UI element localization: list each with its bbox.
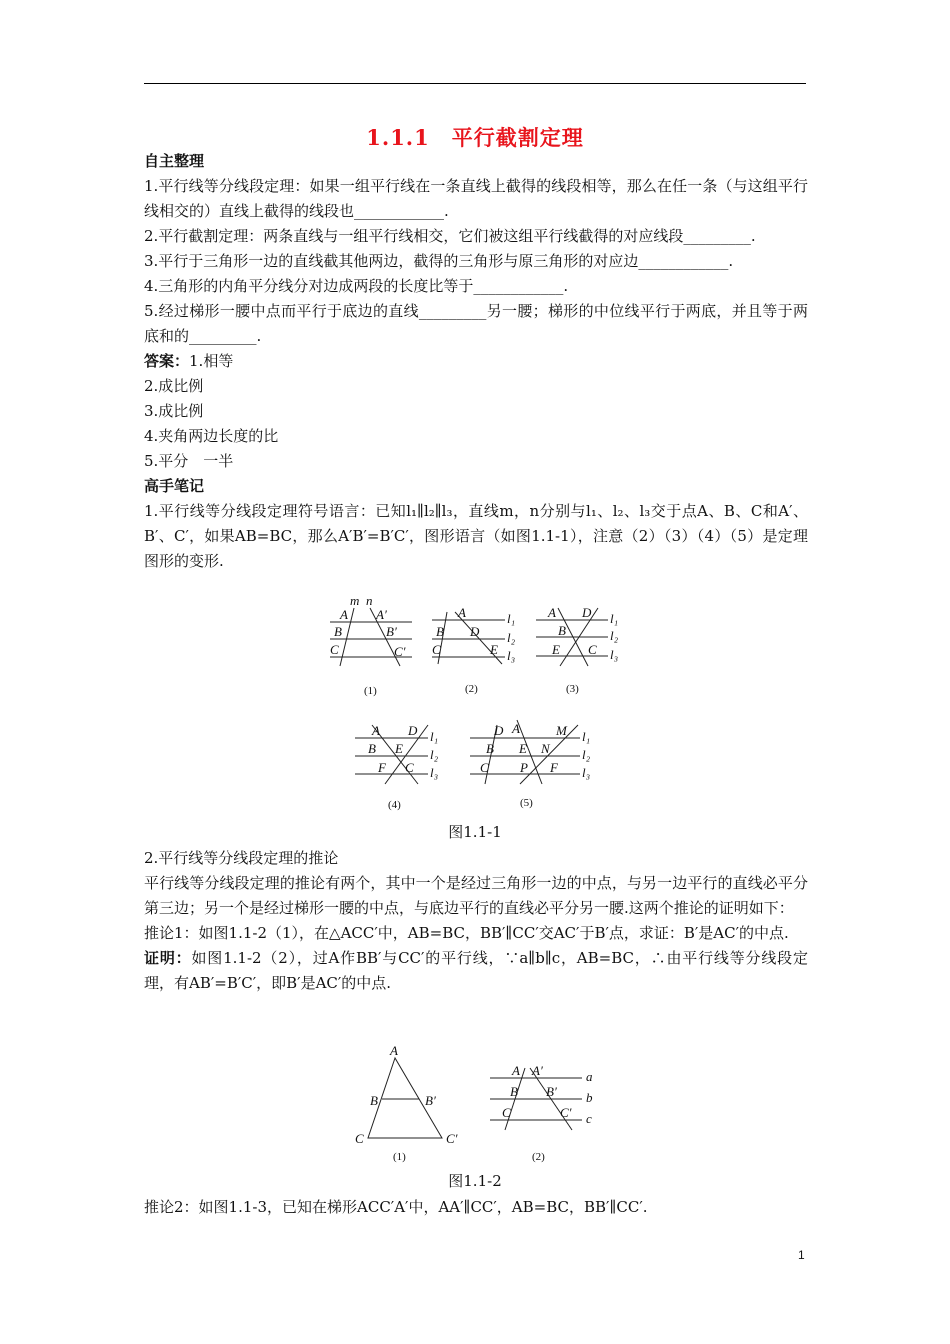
figure-label: A <box>372 723 380 738</box>
figure-label: (2) <box>532 1151 545 1163</box>
figure-label: A <box>340 607 348 622</box>
figure-label: C <box>502 1105 511 1120</box>
figure-label: B′ <box>546 1084 557 1099</box>
figure-label: C′ <box>560 1105 572 1120</box>
subfigure-2 <box>490 1063 593 1163</box>
figure-label: A′ <box>376 607 387 622</box>
figure-label: n <box>366 593 373 608</box>
section-heading: 高手笔记 <box>144 477 205 495</box>
figure-label: P <box>520 760 528 775</box>
figure-label: E <box>490 642 498 657</box>
figure-label: E <box>552 642 560 657</box>
header-rule <box>144 83 806 84</box>
figure-label: C <box>405 760 414 775</box>
answer-3: 3.成比例 <box>144 402 204 420</box>
figure-label: N <box>541 741 550 756</box>
figure-caption: 图1.1-1 <box>448 823 502 841</box>
figure-label: C′ <box>394 644 406 659</box>
page-number: 1 <box>798 1248 805 1262</box>
proof-text: 如图1.1-2（2），过A作BB′与CC′的平行线，∵a∥b∥c，AB=BC，∴由平行线等分线段定理，有AB′=B′C′，即B′是AC′的中点. <box>144 949 808 992</box>
figure-label: A <box>512 1063 520 1078</box>
subfigure-1 <box>355 1043 458 1163</box>
figure-label: A <box>548 605 556 620</box>
figure-label: B <box>368 741 376 756</box>
subfigure-2 <box>432 605 516 695</box>
figure-label: m <box>350 593 360 608</box>
figure-label: l₂ <box>582 747 591 762</box>
question-2: 2.平行截割定理：两条直线与一组平行线相交，它们被这组平行线截得的对应线段_________. <box>144 227 756 245</box>
answer-4: 4.夹角两边长度的比 <box>144 427 279 445</box>
figure-label: l₃ <box>610 647 619 662</box>
question-1: 1.平行线等分线段定理：如果一组平行线在一条直线上截得的线段相等，那么在任一条（与这组平行线相交的）直线上截得的线段也____________. <box>144 177 808 220</box>
figure-label: C <box>588 642 597 657</box>
figure-label: l₂ <box>507 630 516 645</box>
figure-label: F <box>378 760 386 775</box>
figure-label: C <box>330 642 339 657</box>
figure-label: b <box>586 1090 593 1105</box>
note-1: 1.平行线等分线段定理符号语言：已知l₁∥l₂∥l₃，直线m，n分别与l₁、l₂、l₃交于点A、B、C和A′、B′、C′，如果AB=BC，那么A′B′=B′C′，图形语言（如图1.1-1），注意（2）（3）（4）（5）是定理图形的变形. <box>144 502 808 570</box>
subfigure-5 <box>470 720 591 809</box>
note-2-text: 平行线等分线段定理的推论有两个，其中一个是经过三角形一边的中点，与另一边平行的直线必平分第三边；另一个是经过梯形一腰的中点，与底边平行的直线必平分另一腰.这两个推论的证明如下： <box>144 874 808 917</box>
figure-label: B′ <box>386 624 397 639</box>
figure-label: B <box>436 624 444 639</box>
question-3: 3.平行于三角形一边的直线截其他两边，截得的三角形与原三角形的对应边____________. <box>144 252 734 270</box>
figure-label: l₁ <box>610 611 619 626</box>
figure-label: (2) <box>465 683 478 695</box>
section-self-study <box>144 149 808 574</box>
figure-1-1 <box>0 590 950 820</box>
subfigure-1 <box>330 593 412 697</box>
figure-label: A <box>512 721 520 736</box>
figure-label: C <box>432 642 441 657</box>
answer-2: 2.成比例 <box>144 377 204 395</box>
figure-label: l₃ <box>507 648 516 663</box>
figure-label: A <box>458 605 466 620</box>
figure-label: B′ <box>425 1093 436 1108</box>
proof-label: 证明： <box>144 949 192 967</box>
answer-label: 答案： <box>144 352 190 370</box>
figure-label: c <box>586 1111 592 1126</box>
section-corollary <box>144 846 808 996</box>
answer-5: 5.平分 一半 <box>144 452 234 470</box>
figure-label: l₂ <box>610 628 619 643</box>
figure-label: A′ <box>532 1063 543 1078</box>
figure-label: B <box>558 623 566 638</box>
figure-label: l₁ <box>430 729 439 744</box>
figure-label: B <box>370 1093 378 1108</box>
figure-label: l₁ <box>507 611 516 626</box>
figure-label: (4) <box>388 799 401 811</box>
question-5: 5.经过梯形一腰中点而平行于底边的直线_________另一腰；梯形的中位线平行于两底，并且等于两底和的_________. <box>144 302 808 345</box>
figure-label: l₂ <box>430 747 439 762</box>
answer-1 <box>144 349 808 374</box>
proof <box>144 946 808 996</box>
figure-label: B <box>486 741 494 756</box>
figure-label: C′ <box>446 1131 458 1146</box>
figure-label: (1) <box>393 1151 406 1163</box>
figure-label: D <box>494 723 504 738</box>
figure-label: l₁ <box>582 729 591 744</box>
figure-caption: 图1.1-2 <box>448 1172 502 1190</box>
section-heading: 自主整理 <box>144 152 205 170</box>
figure-1-2 <box>0 1040 950 1170</box>
figure-label: l₃ <box>430 765 439 780</box>
figure-line <box>385 725 428 784</box>
figure-label: C <box>355 1131 364 1146</box>
figure-label: (3) <box>566 683 579 695</box>
figure-label: E <box>395 741 403 756</box>
answer-text: 1.相等 <box>189 352 234 370</box>
figure-label: D <box>470 624 480 639</box>
figure-label: B <box>334 624 342 639</box>
corollary-1: 推论1：如图1.1-2（1），在△ACC′中，AB=BC，BB′∥CC′交AC′于B′点，求证：B′是AC′的中点. <box>144 924 789 942</box>
subfigure-4 <box>355 723 439 811</box>
page-title: 1.1.1 平行截割定理 <box>366 125 584 150</box>
figure-label: B <box>510 1084 518 1099</box>
figure-label: (1) <box>364 685 377 697</box>
note-2-heading: 2.平行线等分线段定理的推论 <box>144 849 339 867</box>
subfigure-3 <box>536 605 619 695</box>
corollary-2: 推论2：如图1.1-3，已知在梯形ACC′A′中，AA′∥CC′，AB=BC，BB′∥CC′. <box>144 1198 648 1216</box>
question-4: 4.三角形的内角平分线分对边成两段的长度比等于____________. <box>144 277 569 295</box>
figure-label: F <box>550 760 558 775</box>
figure-label: l₃ <box>582 765 591 780</box>
figure-label: a <box>586 1069 593 1084</box>
figure-label: D <box>582 605 592 620</box>
figure-label: A <box>390 1043 398 1058</box>
figure-label: D <box>408 723 418 738</box>
figure-label: E <box>519 741 527 756</box>
figure-label: (5) <box>520 797 533 809</box>
figure-label: C <box>480 760 489 775</box>
figure-label: M <box>556 723 567 738</box>
